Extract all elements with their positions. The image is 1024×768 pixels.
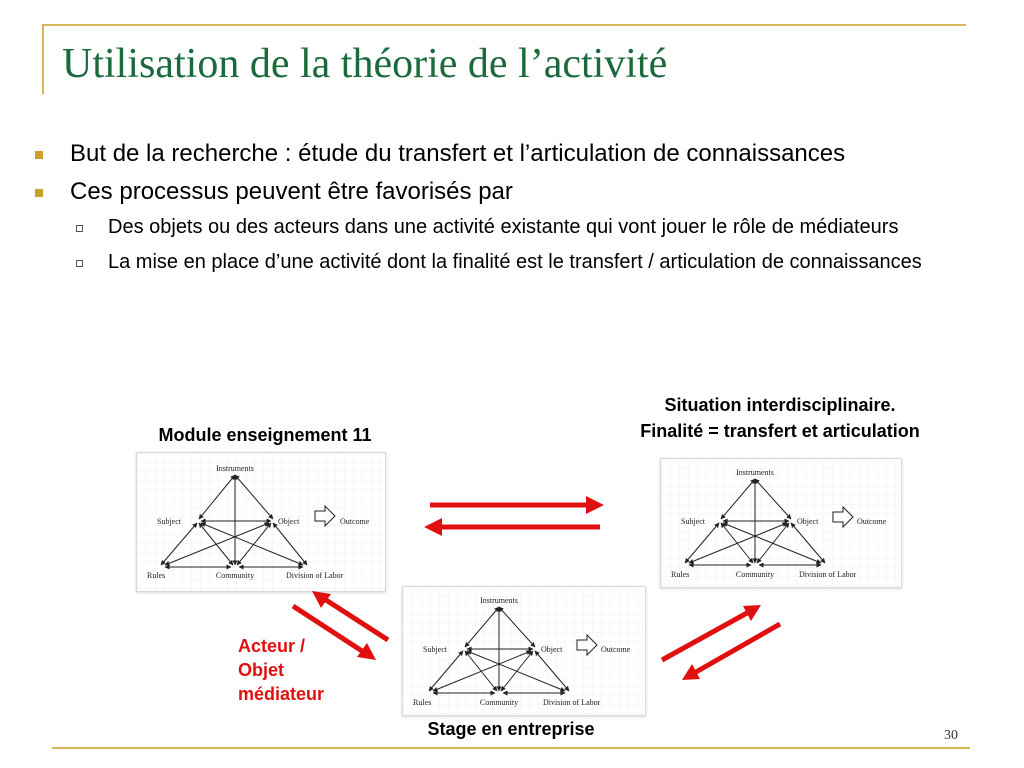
bullet-item (28, 138, 998, 170)
mediator-label-line3: médiateur (238, 684, 325, 704)
division-node: Division of Labor (286, 571, 344, 580)
community-node: Community (215, 571, 255, 580)
square-bullet-icon (35, 151, 43, 159)
square-bullet-icon (35, 189, 43, 197)
arrow-down-left-icon (696, 624, 780, 672)
arrow-up-right-icon (662, 613, 747, 660)
rules-node: Rules (671, 570, 690, 579)
arrow-up-left-icon (326, 600, 388, 640)
outcome-node: Outcome (857, 517, 887, 526)
module-label: Module enseignement 11 (158, 425, 372, 445)
rules-node: Rules (413, 698, 432, 707)
situation-label-line2: Finalité = transfert et articulation (640, 421, 920, 441)
bullet-list (28, 138, 998, 284)
instruments-node: Instruments (480, 596, 518, 605)
frame-left-line (42, 24, 44, 94)
community-node: Community (479, 698, 519, 707)
subject-node: Subject (423, 645, 447, 654)
situation-label-line1: Situation interdisciplinaire. (664, 395, 896, 415)
community-node: Community (735, 570, 775, 579)
page-number: 30 (944, 728, 958, 743)
bullet-item (28, 176, 998, 208)
hollow-square-bullet-icon (76, 260, 83, 267)
mediator-label-line1: Acteur / (238, 636, 306, 656)
object-node: Object (278, 517, 300, 526)
frame-bottom-line (52, 747, 970, 749)
bullet-text: Ces processus peuvent être favorisés par (70, 178, 513, 205)
activity-diagram-stage (402, 586, 646, 716)
sub-bullet-text: La mise en place d’une activité dont la finalité est le transfert / articulation de connaissances (108, 251, 922, 273)
slide-title: Utilisation de la théorie de l’activité (62, 41, 668, 87)
outcome-node: Outcome (340, 517, 370, 526)
mediator-label (238, 634, 324, 706)
object-node: Object (541, 645, 563, 654)
division-node: Division of Labor (799, 570, 857, 579)
division-node: Division of Labor (543, 698, 601, 707)
activity-diagram-module (136, 452, 386, 592)
stage-label: Stage en entreprise (427, 719, 595, 739)
rules-node: Rules (147, 571, 166, 580)
instruments-node: Instruments (216, 464, 254, 473)
subject-node: Subject (157, 517, 181, 526)
bullet-text: But de la recherche : étude du transfert et l’articulation de connaissances (70, 140, 846, 167)
mediator-label-line2: Objet (238, 660, 285, 680)
outcome-node: Outcome (601, 645, 631, 654)
sub-bullet-item (28, 214, 998, 241)
subject-node: Subject (681, 517, 705, 526)
object-node: Object (797, 517, 819, 526)
hollow-square-bullet-icon (76, 225, 83, 232)
instruments-node: Instruments (736, 468, 774, 477)
sub-bullet-item (28, 249, 998, 276)
frame-top-line (42, 24, 966, 26)
activity-diagram-situation (660, 458, 902, 588)
sub-bullet-text: Des objets ou des acteurs dans une activité existante qui vont jouer le rôle de médiateurs (108, 216, 899, 238)
